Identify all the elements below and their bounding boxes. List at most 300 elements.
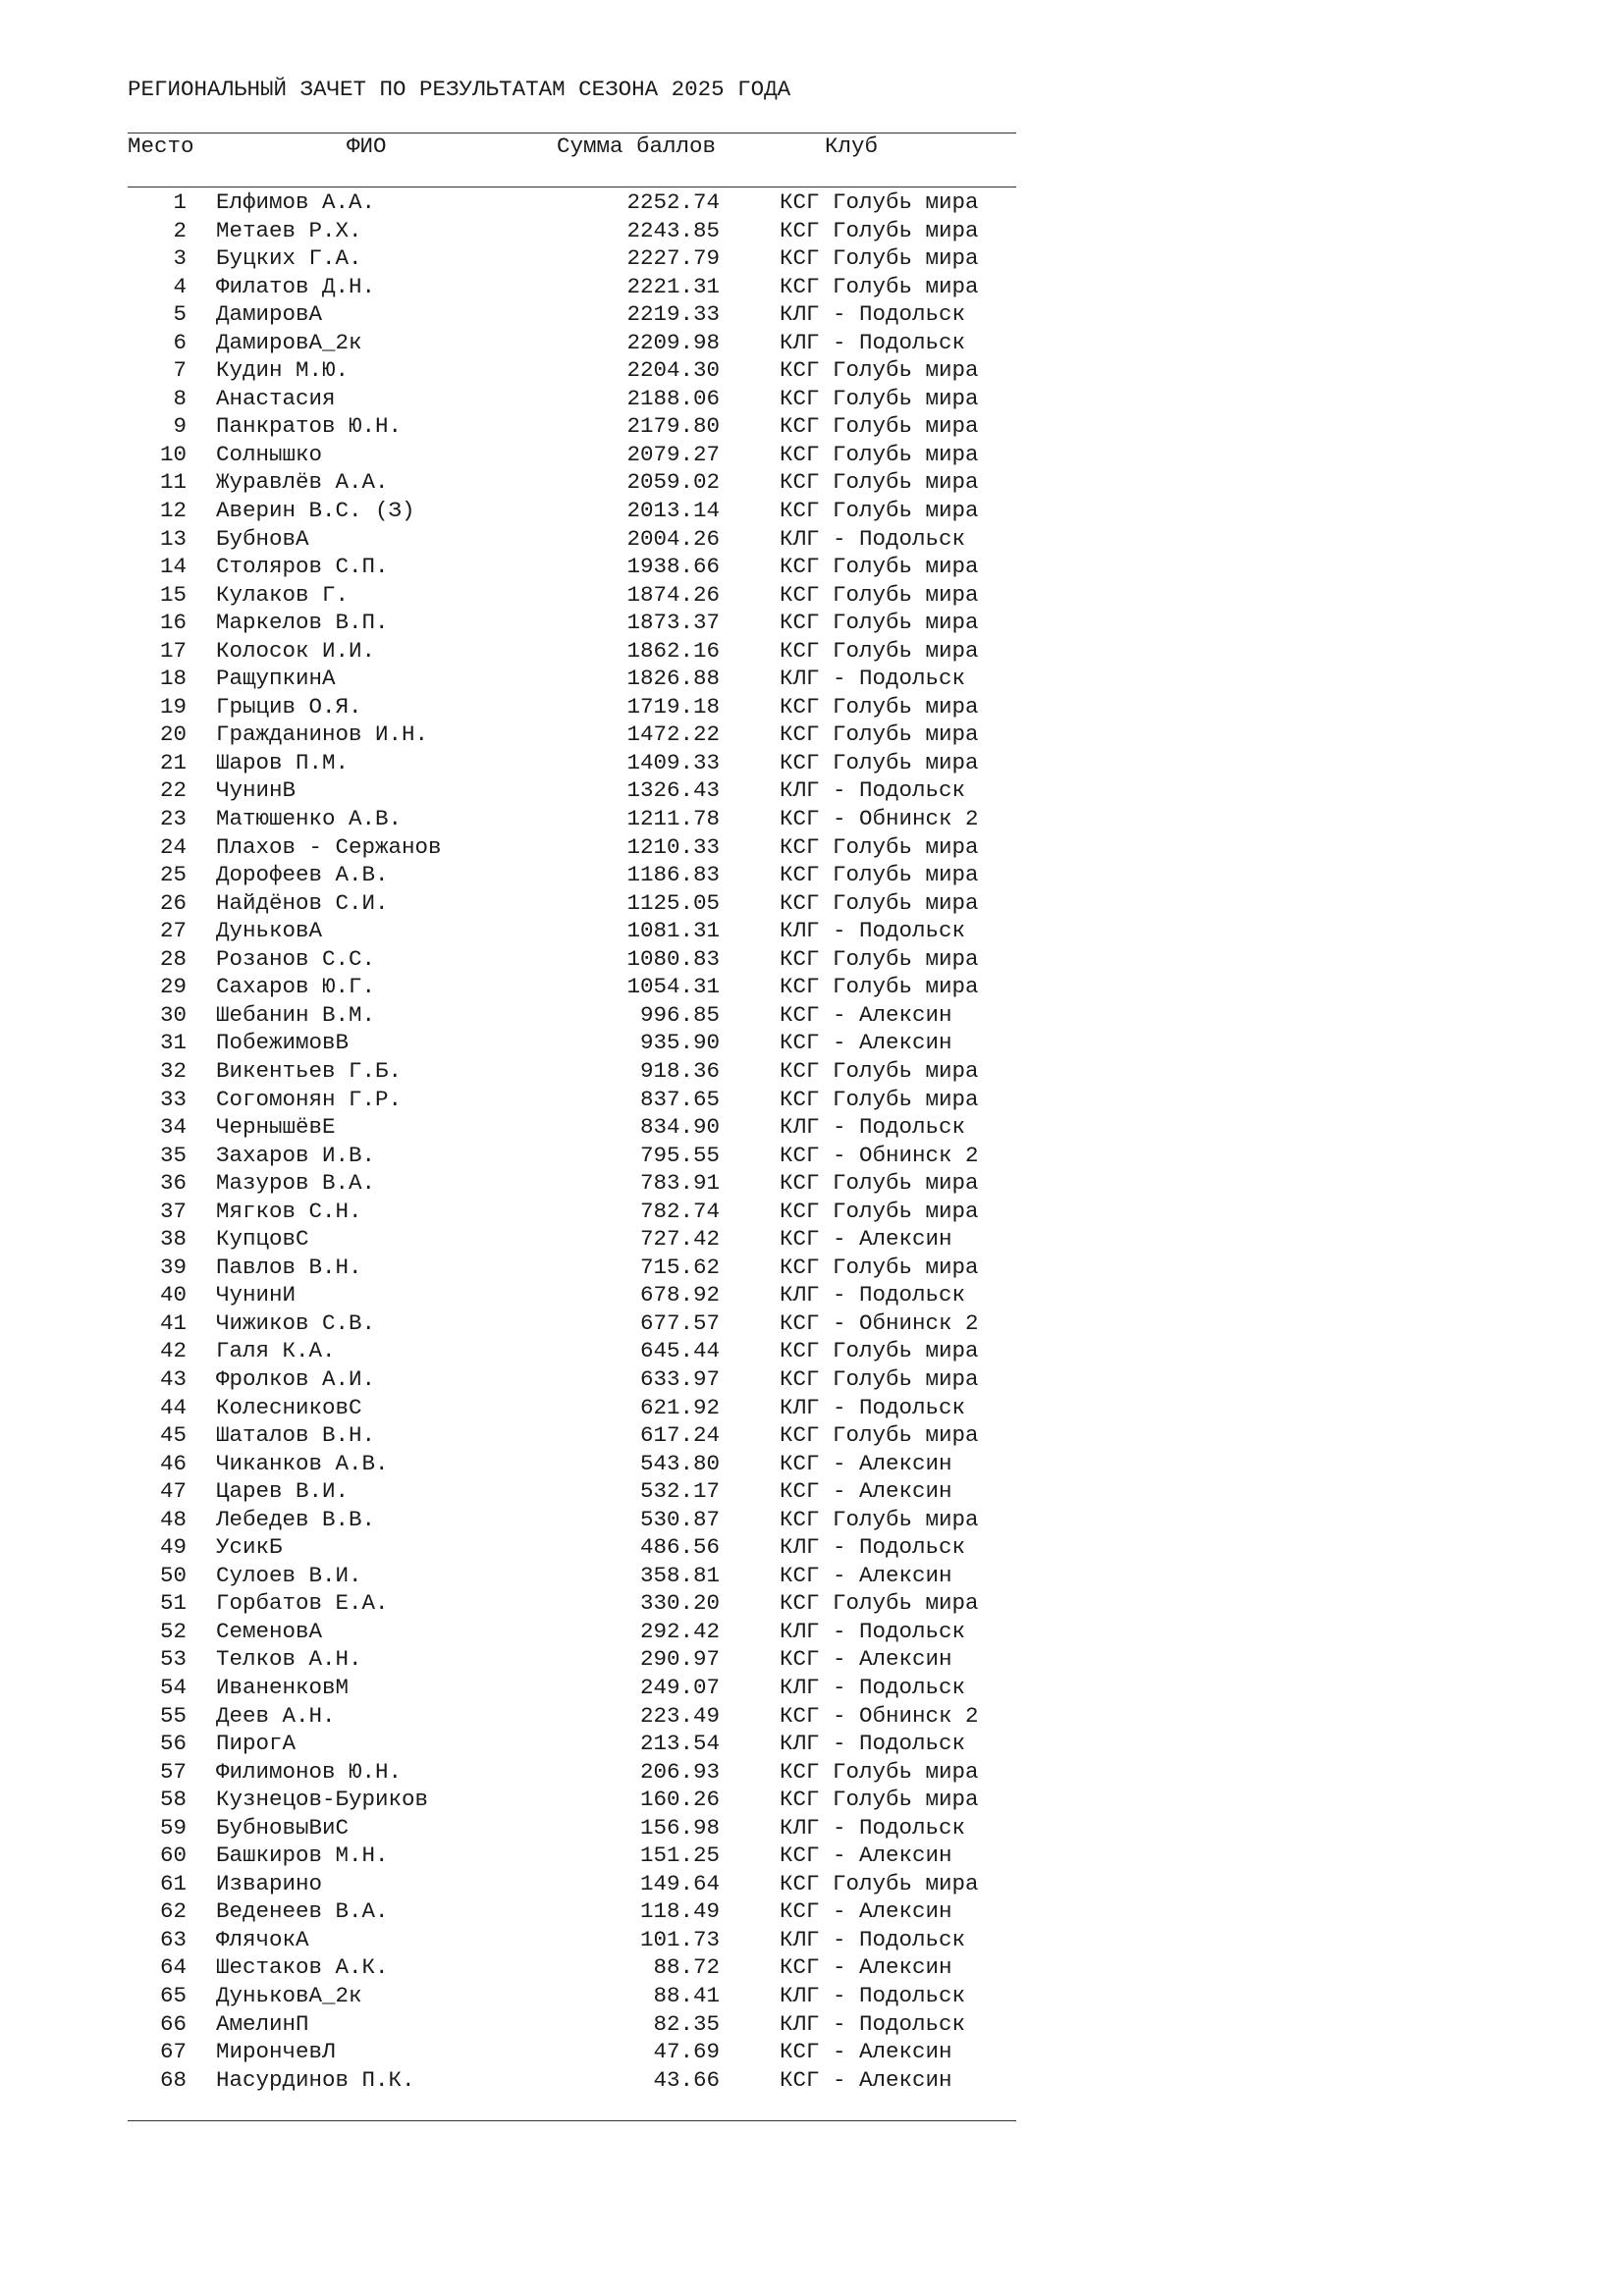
rank-cell: 19 xyxy=(159,693,187,720)
name-cell: Шестаков А.К. xyxy=(216,1954,389,1981)
club-cell: КЛГ - Подольск xyxy=(780,1394,966,1420)
club-cell: КСГ Голубь мира xyxy=(780,357,979,384)
club-cell: КСГ - Алексин xyxy=(780,1954,952,1981)
rank-cell: 61 xyxy=(159,1870,187,1896)
rank-cell: 65 xyxy=(159,1983,187,2008)
score-cell: 543.80 xyxy=(639,1450,720,1476)
name-cell: КолесниковС xyxy=(216,1394,362,1420)
club-cell: КЛГ - Подольск xyxy=(780,1674,966,1700)
rank-cell: 21 xyxy=(159,749,187,775)
rank-cell: 32 xyxy=(159,1057,187,1084)
name-cell: ДамировА_2к xyxy=(216,329,362,355)
table-row xyxy=(0,385,1080,413)
club-cell: КСГ - Обнинск 2 xyxy=(780,1142,979,1168)
table-row xyxy=(0,609,1080,637)
table-row xyxy=(0,581,1080,610)
rank-cell: 48 xyxy=(159,1506,187,1532)
table-row xyxy=(0,1618,1080,1646)
name-cell: УсикБ xyxy=(216,1534,283,1561)
score-cell: 1873.37 xyxy=(626,610,720,636)
rank-cell: 52 xyxy=(159,1618,187,1644)
rank-cell: 45 xyxy=(159,1422,187,1449)
score-cell: 2204.30 xyxy=(626,357,720,384)
rank-cell: 57 xyxy=(159,1758,187,1785)
score-cell: 486.56 xyxy=(639,1534,720,1561)
name-cell: Филатов Д.Н. xyxy=(216,273,376,299)
name-cell: Павлов В.Н. xyxy=(216,1254,362,1280)
score-cell: 2013.14 xyxy=(626,498,720,524)
table-row xyxy=(0,1254,1080,1282)
table-row xyxy=(0,1814,1080,1842)
score-cell: 2227.79 xyxy=(626,245,720,272)
table-row xyxy=(0,2010,1080,2039)
table-row xyxy=(0,693,1080,721)
club-cell: КЛГ - Подольск xyxy=(780,525,966,552)
score-cell: 1186.83 xyxy=(626,862,720,888)
club-cell: КЛГ - Подольск xyxy=(780,1534,966,1561)
rank-cell: 35 xyxy=(159,1142,187,1168)
club-cell: КСГ Голубь мира xyxy=(780,217,979,243)
club-cell: КСГ Голубь мира xyxy=(780,749,979,775)
name-cell: Мягков С.Н. xyxy=(216,1198,362,1224)
rank-cell: 66 xyxy=(159,2010,187,2037)
name-cell: БубновыВиС xyxy=(216,1814,350,1841)
score-cell: 149.64 xyxy=(639,1870,720,1896)
table-row xyxy=(0,1506,1080,1534)
table-row xyxy=(0,945,1080,974)
score-cell: 2209.98 xyxy=(626,329,720,355)
name-cell: Изварино xyxy=(216,1870,323,1896)
score-cell: 1472.22 xyxy=(626,721,720,748)
name-cell: ЧунинВ xyxy=(216,777,297,804)
column-header-club: Клуб xyxy=(825,133,879,159)
rank-cell: 13 xyxy=(159,525,187,552)
score-cell: 996.85 xyxy=(639,1001,720,1028)
name-cell: Шаталов В.Н. xyxy=(216,1422,376,1449)
table-row xyxy=(0,1394,1080,1422)
rank-cell: 43 xyxy=(159,1365,187,1392)
score-cell: 633.97 xyxy=(639,1365,720,1392)
table-row xyxy=(0,356,1080,385)
name-cell: Панкратов Ю.Н. xyxy=(216,413,403,440)
club-cell: КСГ Голубь мира xyxy=(780,581,979,608)
score-cell: 727.42 xyxy=(639,1226,720,1253)
score-cell: 330.20 xyxy=(639,1590,720,1617)
club-cell: КСГ - Алексин xyxy=(780,1478,952,1505)
name-cell: Журавлёв А.А. xyxy=(216,469,389,496)
club-cell: КСГ Голубь мира xyxy=(780,1086,979,1112)
club-cell: КСГ Голубь мира xyxy=(780,498,979,524)
club-cell: КСГ Голубь мира xyxy=(780,1422,979,1449)
name-cell: Розанов С.С. xyxy=(216,945,376,972)
score-cell: 1826.88 xyxy=(626,666,720,692)
score-cell: 1862.16 xyxy=(626,637,720,664)
club-cell: КСГ Голубь мира xyxy=(780,1170,979,1197)
club-cell: КЛГ - Подольск xyxy=(780,1282,966,1308)
table-row xyxy=(0,1533,1080,1562)
page-title: РЕГИОНАЛЬНЫЙ ЗАЧЕТ ПО РЕЗУЛЬТАТАМ СЕЗОНА 2025 ГОДА xyxy=(128,77,791,102)
club-cell: КЛГ - Подольск xyxy=(780,1114,966,1141)
table-row xyxy=(0,1142,1080,1170)
table-row xyxy=(0,1645,1080,1674)
table-row xyxy=(0,1057,1080,1086)
club-cell: КСГ Голубь мира xyxy=(780,554,979,580)
score-cell: 156.98 xyxy=(639,1814,720,1841)
rank-cell: 44 xyxy=(159,1394,187,1420)
table-row xyxy=(0,497,1080,525)
club-cell: КСГ Голубь мира xyxy=(780,469,979,496)
rank-cell: 50 xyxy=(159,1562,187,1588)
name-cell: ДуньковА_2к xyxy=(216,1983,362,2008)
score-cell: 88.72 xyxy=(653,1954,720,1981)
rank-cell: 47 xyxy=(159,1478,187,1505)
rank-cell: 38 xyxy=(159,1226,187,1253)
rank-cell: 22 xyxy=(159,777,187,804)
name-cell: БубновА xyxy=(216,525,309,552)
rank-cell: 67 xyxy=(159,2039,187,2065)
rank-cell: 25 xyxy=(159,862,187,888)
club-cell: КСГ Голубь мира xyxy=(780,721,979,748)
rank-cell: 29 xyxy=(159,974,187,1000)
table-row xyxy=(0,300,1080,329)
name-cell: МирончевЛ xyxy=(216,2039,336,2065)
club-cell: КЛГ - Подольск xyxy=(780,918,966,944)
rank-cell: 26 xyxy=(159,889,187,916)
score-cell: 2221.31 xyxy=(626,273,720,299)
name-cell: Столяров С.П. xyxy=(216,554,389,580)
score-cell: 1938.66 xyxy=(626,554,720,580)
table-row xyxy=(0,1758,1080,1787)
rank-cell: 49 xyxy=(159,1534,187,1561)
name-cell: Найдёнов С.И. xyxy=(216,889,389,916)
name-cell: Галя К.А. xyxy=(216,1338,336,1364)
rank-cell: 60 xyxy=(159,1842,187,1869)
club-cell: КСГ Голубь мира xyxy=(780,945,979,972)
table-row xyxy=(0,1842,1080,1870)
score-cell: 2079.27 xyxy=(626,441,720,467)
rank-cell: 11 xyxy=(159,469,187,496)
score-cell: 532.17 xyxy=(639,1478,720,1505)
table-row xyxy=(0,721,1080,749)
name-cell: ИваненковМ xyxy=(216,1674,350,1700)
score-cell: 837.65 xyxy=(639,1086,720,1112)
score-cell: 160.26 xyxy=(639,1787,720,1813)
name-cell: Буцких Г.А. xyxy=(216,245,362,272)
club-cell: КСГ Голубь мира xyxy=(780,693,979,720)
score-cell: 213.54 xyxy=(639,1731,720,1757)
score-cell: 783.91 xyxy=(639,1170,720,1197)
rank-cell: 18 xyxy=(159,666,187,692)
rank-cell: 7 xyxy=(173,357,187,384)
name-cell: ФлячокА xyxy=(216,1926,309,1952)
table-row xyxy=(0,749,1080,777)
rank-cell: 28 xyxy=(159,945,187,972)
name-cell: Царев В.И. xyxy=(216,1478,350,1505)
name-cell: Викентьев Г.Б. xyxy=(216,1057,403,1084)
score-cell: 1326.43 xyxy=(626,777,720,804)
rank-cell: 23 xyxy=(159,806,187,832)
club-cell: КСГ Голубь мира xyxy=(780,441,979,467)
table-row xyxy=(0,1702,1080,1731)
rank-cell: 53 xyxy=(159,1646,187,1673)
table-row xyxy=(0,776,1080,805)
name-cell: ПобежимовВ xyxy=(216,1030,350,1056)
table-row xyxy=(0,1225,1080,1254)
table-row xyxy=(0,1421,1080,1450)
score-cell: 82.35 xyxy=(653,2010,720,2037)
score-cell: 1080.83 xyxy=(626,945,720,972)
table-row xyxy=(0,805,1080,833)
score-cell: 677.57 xyxy=(639,1309,720,1336)
rank-cell: 64 xyxy=(159,1954,187,1981)
rank-cell: 15 xyxy=(159,581,187,608)
name-cell: АмелинП xyxy=(216,2010,309,2037)
table-row xyxy=(0,1198,1080,1226)
club-cell: КЛГ - Подольск xyxy=(780,1618,966,1644)
rank-cell: 8 xyxy=(173,385,187,411)
score-cell: 834.90 xyxy=(639,1114,720,1141)
name-cell: Колосок И.И. xyxy=(216,637,376,664)
rank-cell: 42 xyxy=(159,1338,187,1364)
name-cell: ДамировА xyxy=(216,301,323,328)
score-cell: 645.44 xyxy=(639,1338,720,1364)
score-cell: 88.41 xyxy=(653,1983,720,2008)
score-cell: 290.97 xyxy=(639,1646,720,1673)
club-cell: КЛГ - Подольск xyxy=(780,1926,966,1952)
rank-cell: 24 xyxy=(159,833,187,860)
score-cell: 292.42 xyxy=(639,1618,720,1644)
rank-cell: 56 xyxy=(159,1731,187,1757)
score-cell: 715.62 xyxy=(639,1254,720,1280)
rank-cell: 14 xyxy=(159,554,187,580)
club-cell: КСГ - Алексин xyxy=(780,1030,952,1056)
table-row xyxy=(0,1281,1080,1309)
score-cell: 2059.02 xyxy=(626,469,720,496)
table-row xyxy=(0,525,1080,554)
name-cell: РащупкинА xyxy=(216,666,336,692)
score-cell: 530.87 xyxy=(639,1506,720,1532)
score-cell: 1125.05 xyxy=(626,889,720,916)
table-row xyxy=(0,1870,1080,1898)
name-cell: Телков А.Н. xyxy=(216,1646,362,1673)
score-cell: 1719.18 xyxy=(626,693,720,720)
rank-cell: 2 xyxy=(173,217,187,243)
table-row xyxy=(0,665,1080,693)
name-cell: Мазуров В.А. xyxy=(216,1170,376,1197)
name-cell: Веденеев В.А. xyxy=(216,1898,389,1925)
score-cell: 1211.78 xyxy=(626,806,720,832)
table-row xyxy=(0,1477,1080,1506)
table-row xyxy=(0,1674,1080,1702)
rank-cell: 58 xyxy=(159,1787,187,1813)
score-cell: 101.73 xyxy=(639,1926,720,1952)
name-cell: Грыцив О.Я. xyxy=(216,693,362,720)
club-cell: КСГ - Алексин xyxy=(780,1898,952,1925)
name-cell: Шебанин В.М. xyxy=(216,1001,376,1028)
name-cell: Дорофеев А.В. xyxy=(216,862,389,888)
score-cell: 1409.33 xyxy=(626,749,720,775)
score-cell: 249.07 xyxy=(639,1674,720,1700)
club-cell: КЛГ - Подольск xyxy=(780,1814,966,1841)
name-cell: Анастасия xyxy=(216,385,336,411)
rank-cell: 55 xyxy=(159,1702,187,1729)
score-cell: 2219.33 xyxy=(626,301,720,328)
club-cell: КЛГ - Подольск xyxy=(780,301,966,328)
rank-cell: 12 xyxy=(159,498,187,524)
score-cell: 2179.80 xyxy=(626,413,720,440)
club-cell: КСГ - Алексин xyxy=(780,1842,952,1869)
score-cell: 1874.26 xyxy=(626,581,720,608)
table-row xyxy=(0,1086,1080,1114)
table-row xyxy=(0,1001,1080,1030)
club-cell: КСГ Голубь мира xyxy=(780,273,979,299)
club-cell: КЛГ - Подольск xyxy=(780,777,966,804)
rank-cell: 59 xyxy=(159,1814,187,1841)
club-cell: КСГ Голубь мира xyxy=(780,1870,979,1896)
name-cell: Солнышко xyxy=(216,441,323,467)
club-cell: КСГ - Алексин xyxy=(780,1226,952,1253)
rank-cell: 10 xyxy=(159,441,187,467)
score-cell: 47.69 xyxy=(653,2039,720,2065)
name-cell: Деев А.Н. xyxy=(216,1702,336,1729)
rank-cell: 16 xyxy=(159,610,187,636)
table-row xyxy=(0,273,1080,301)
club-cell: КСГ - Обнинск 2 xyxy=(780,1702,979,1729)
table-row xyxy=(0,917,1080,945)
table-row xyxy=(0,973,1080,1001)
club-cell: КСГ Голубь мира xyxy=(780,833,979,860)
rank-cell: 30 xyxy=(159,1001,187,1028)
score-cell: 2188.06 xyxy=(626,385,720,411)
score-cell: 118.49 xyxy=(639,1898,720,1925)
table-bottom-rule xyxy=(128,2120,1016,2121)
table-row xyxy=(0,2066,1080,2095)
name-cell: ДуньковА xyxy=(216,918,323,944)
table-row xyxy=(0,1897,1080,1926)
score-cell: 2243.85 xyxy=(626,217,720,243)
name-cell: Горбатов Е.А. xyxy=(216,1590,389,1617)
club-cell: КСГ Голубь мира xyxy=(780,610,979,636)
club-cell: КСГ Голубь мира xyxy=(780,1365,979,1392)
club-cell: КСГ - Обнинск 2 xyxy=(780,1309,979,1336)
table-row xyxy=(0,1450,1080,1478)
table-row xyxy=(0,553,1080,581)
score-cell: 935.90 xyxy=(639,1030,720,1056)
name-cell: Сулоев В.И. xyxy=(216,1562,362,1588)
score-cell: 1081.31 xyxy=(626,918,720,944)
club-cell: КЛГ - Подольск xyxy=(780,2010,966,2037)
table-row xyxy=(0,468,1080,497)
name-cell: Кузнецов-Буриков xyxy=(216,1787,429,1813)
rank-cell: 27 xyxy=(159,918,187,944)
table-row xyxy=(0,1113,1080,1142)
club-cell: КСГ Голубь мира xyxy=(780,1758,979,1785)
table-row xyxy=(0,833,1080,862)
rank-cell: 46 xyxy=(159,1450,187,1476)
name-cell: Елфимов А.А. xyxy=(216,189,376,215)
name-cell: Лебедев В.В. xyxy=(216,1506,376,1532)
name-cell: Плахов - Сержанов xyxy=(216,833,442,860)
name-cell: Согомонян Г.Р. xyxy=(216,1086,403,1112)
table-row xyxy=(0,1926,1080,1954)
column-header-place: Место xyxy=(128,133,194,159)
name-cell: Филимонов Ю.Н. xyxy=(216,1758,403,1785)
rank-cell: 37 xyxy=(159,1198,187,1224)
score-cell: 2252.74 xyxy=(626,189,720,215)
table-row xyxy=(0,1169,1080,1198)
club-cell: КСГ Голубь мира xyxy=(780,974,979,1000)
rank-cell: 5 xyxy=(173,301,187,328)
table-row xyxy=(0,1365,1080,1394)
score-cell: 43.66 xyxy=(653,2066,720,2093)
name-cell: Шаров П.М. xyxy=(216,749,350,775)
name-cell: ЧернышёвЕ xyxy=(216,1114,336,1141)
table-row xyxy=(0,217,1080,245)
club-cell: КСГ Голубь мира xyxy=(780,385,979,411)
club-cell: КСГ Голубь мира xyxy=(780,637,979,664)
club-cell: КСГ - Алексин xyxy=(780,2039,952,2065)
table-row xyxy=(0,244,1080,273)
rank-cell: 41 xyxy=(159,1309,187,1336)
score-cell: 617.24 xyxy=(639,1422,720,1449)
name-cell: Метаев Р.Х. xyxy=(216,217,362,243)
club-cell: КСГ Голубь мира xyxy=(780,413,979,440)
rank-cell: 51 xyxy=(159,1590,187,1617)
score-cell: 223.49 xyxy=(639,1702,720,1729)
name-cell: Насурдинов П.К. xyxy=(216,2066,415,2093)
rank-cell: 6 xyxy=(173,329,187,355)
rank-cell: 34 xyxy=(159,1114,187,1141)
name-cell: Аверин В.С. (З) xyxy=(216,498,415,524)
table-row xyxy=(0,1730,1080,1758)
table-row xyxy=(0,1029,1080,1057)
name-cell: СеменовА xyxy=(216,1618,323,1644)
score-cell: 782.74 xyxy=(639,1198,720,1224)
club-cell: КСГ - Алексин xyxy=(780,1001,952,1028)
table-row xyxy=(0,2038,1080,2066)
rank-cell: 68 xyxy=(159,2066,187,2093)
table-row xyxy=(0,329,1080,357)
name-cell: Кудин М.Ю. xyxy=(216,357,350,384)
name-cell: Чиканков А.В. xyxy=(216,1450,389,1476)
table-row xyxy=(0,188,1080,217)
club-cell: КСГ Голубь мира xyxy=(780,1198,979,1224)
club-cell: КСГ Голубь мира xyxy=(780,1590,979,1617)
table-row xyxy=(0,1982,1080,2010)
club-cell: КСГ Голубь мира xyxy=(780,1506,979,1532)
table-row xyxy=(0,441,1080,469)
table-row xyxy=(0,861,1080,889)
table-row xyxy=(0,412,1080,441)
club-cell: КСГ Голубь мира xyxy=(780,1254,979,1280)
club-cell: КСГ Голубь мира xyxy=(780,189,979,215)
rank-cell: 9 xyxy=(173,413,187,440)
club-cell: КСГ - Обнинск 2 xyxy=(780,806,979,832)
rank-cell: 1 xyxy=(173,189,187,215)
score-cell: 1210.33 xyxy=(626,833,720,860)
score-cell: 795.55 xyxy=(639,1142,720,1168)
club-cell: КСГ Голубь мира xyxy=(780,1338,979,1364)
table-row xyxy=(0,1309,1080,1338)
column-header-name: ФИО xyxy=(347,133,387,159)
club-cell: КСГ - Алексин xyxy=(780,1646,952,1673)
club-cell: КСГ Голубь мира xyxy=(780,889,979,916)
name-cell: Сахаров Ю.Г. xyxy=(216,974,376,1000)
score-cell: 358.81 xyxy=(639,1562,720,1588)
rank-cell: 4 xyxy=(173,273,187,299)
rank-cell: 33 xyxy=(159,1086,187,1112)
club-cell: КСГ Голубь мира xyxy=(780,245,979,272)
